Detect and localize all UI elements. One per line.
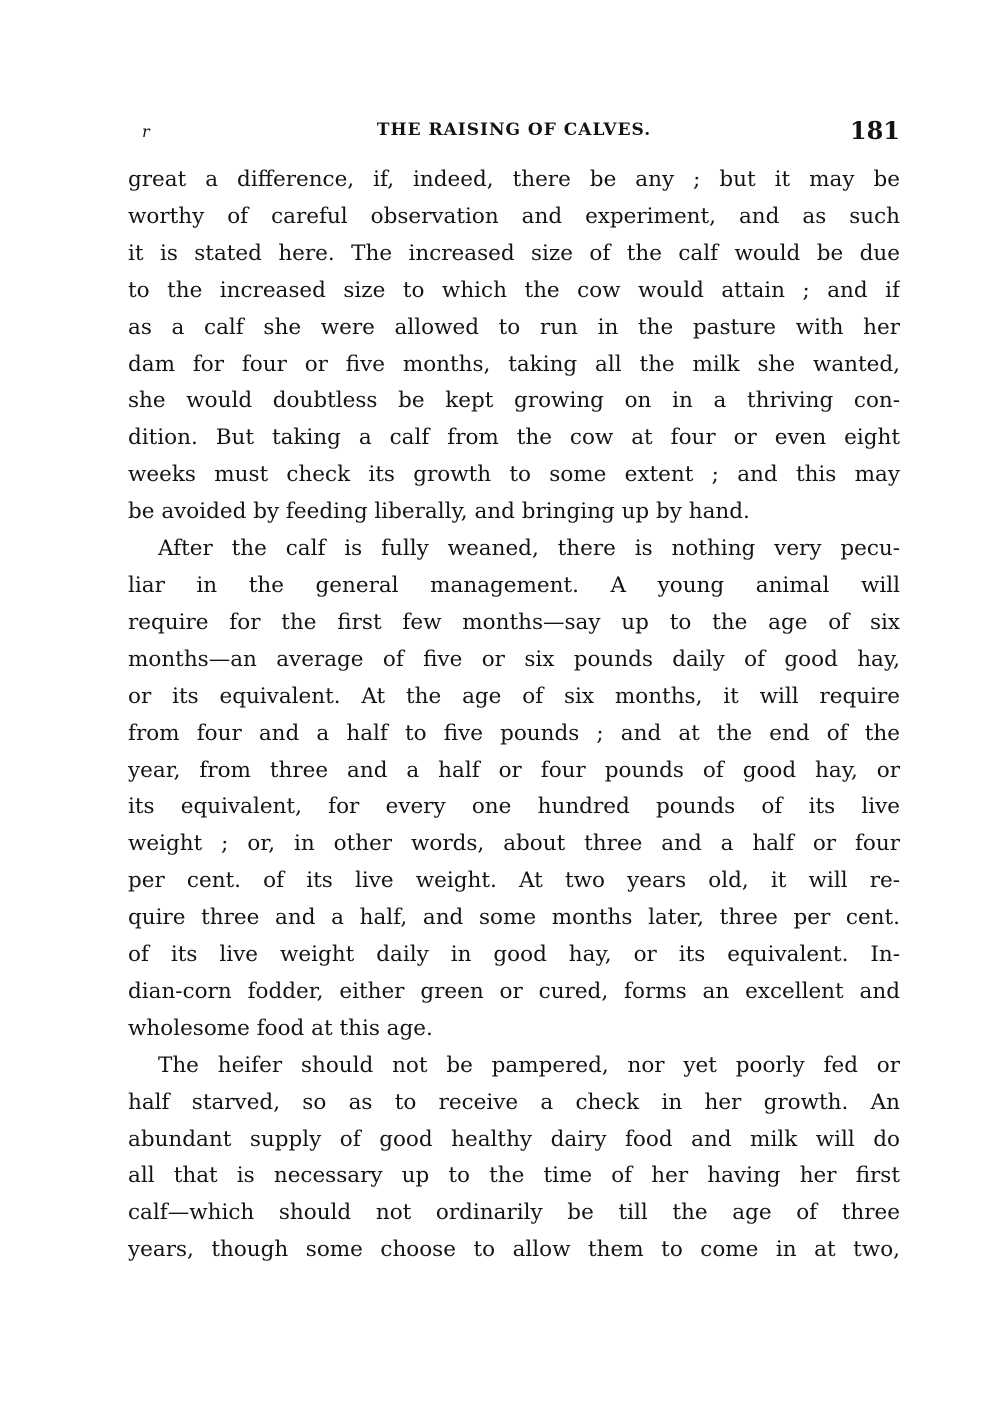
paragraph-2 [128,531,900,1048]
body-text [128,162,900,1269]
paragraph-3 [128,1048,900,1269]
text-line: half starved, so as to receive a check in her growth. An [128,1089,900,1115]
text-line: quire three and a half, and some months later, three per cent. [128,905,900,931]
text-line: as a calf she were allowed to run in the pasture with her [128,314,900,340]
text-line: abundant supply of good healthy dairy food and milk will do [128,1126,900,1152]
page-header [128,116,900,148]
page-number: 181 [849,116,900,145]
header-mark: r [142,122,150,141]
text-line: its equivalent, for every one hundred pounds of its live [128,794,900,820]
text-line: The heifer should not be pampered, nor yet poorly fed or [158,1052,900,1078]
text-line: of its live weight daily in good hay, or its equivalent. In- [128,942,900,968]
text-line: great a difference, if, indeed, there be any ; but it may be [128,167,900,192]
text-line: to the increased size to which the cow would attain ; and if [128,277,900,303]
text-line: weight ; or, in other words, about three and a half or four [128,831,900,857]
text-line: year, from three and a half or four pounds of good hay, or [128,757,900,783]
text-line: from four and a half to five pounds ; and at the end of the [128,720,900,746]
text-line: all that is necessary up to the time of her having her first [128,1163,900,1189]
text-line: per cent. of its live weight. At two years old, it will re- [128,868,900,894]
text-line: years, though some choose to allow them to come in at two, [128,1237,900,1263]
text-line: After the calf is fully weaned, there is nothing very pecu- [158,536,900,562]
paragraph-1 [128,162,900,531]
text-line: worthy of careful observation and experiment, and as such [128,203,900,229]
text-line: calf—which should not ordinarily be till the age of three [128,1200,900,1226]
text-line: require for the first few months—say up to the age of six [128,609,900,635]
text-line: it is stated here. The increased size of the calf would be due [128,240,900,266]
text-line: she would doubtless be kept growing on in a thriving con- [128,388,900,414]
text-line: be avoided by feeding liberally, and bringing up by hand. [128,499,750,525]
text-line: dian-corn fodder, either green or cured, forms an excellent and [128,978,900,1004]
text-line: dam for four or five months, taking all the milk she wanted, [128,351,900,377]
running-title: THE RAISING OF CALVES. [376,120,652,140]
text-line: liar in the general management. A young animal will [128,572,900,598]
text-line: months—an average of five or six pounds daily of good hay, [128,646,900,672]
text-line: or its equivalent. At the age of six months, it will require [128,683,900,709]
text-line: weeks must check its growth to some extent ; and this may [128,462,900,488]
text-line: dition. But taking a calf from the cow at four or even eight [128,425,900,451]
text-line: wholesome food at this age. [128,1015,433,1041]
